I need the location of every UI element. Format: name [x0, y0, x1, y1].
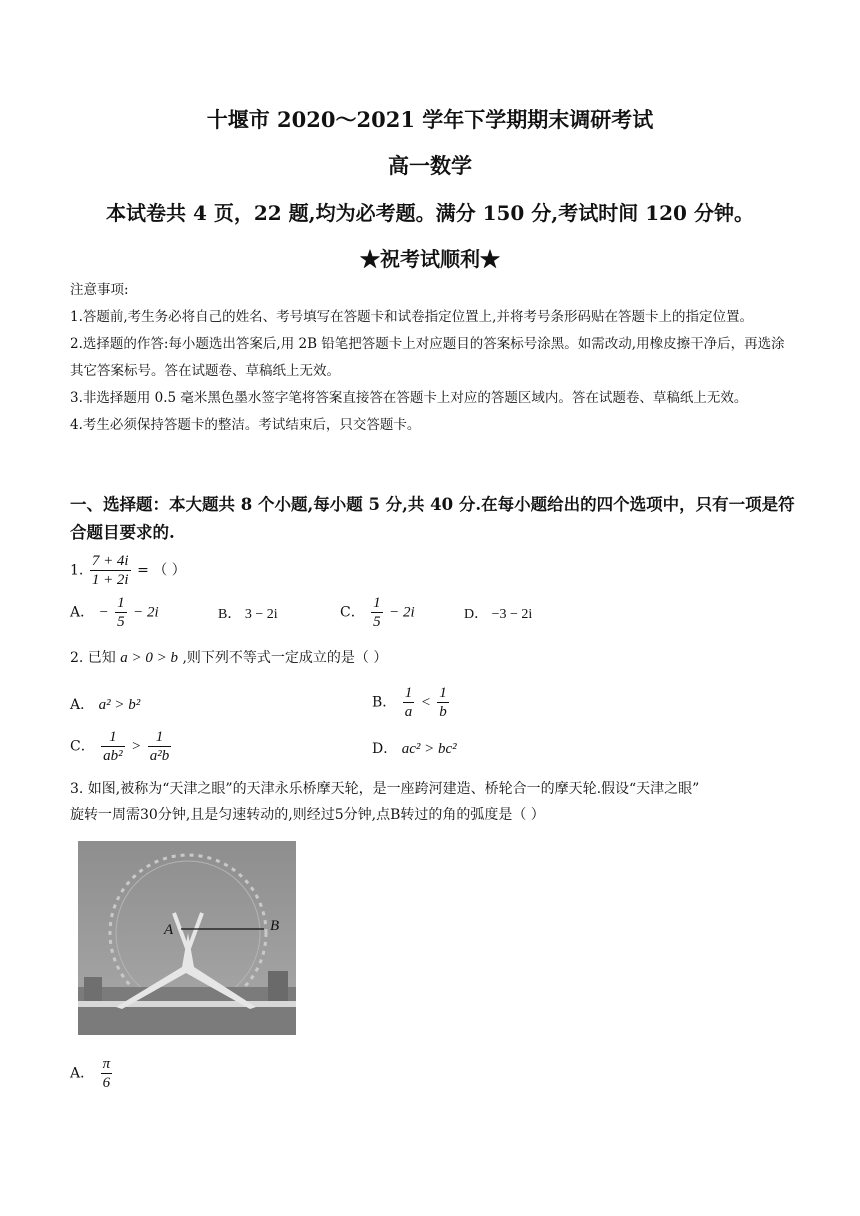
q2-option-b-frac-2: [437, 684, 449, 721]
q1-option-a-tail: − 2i: [133, 604, 159, 621]
question-2-stem-pre: 2. 已知: [70, 650, 116, 666]
q2-option-d: [372, 738, 457, 758]
q2-option-b-den-1: a: [404, 704, 413, 720]
note-item-3: 3.非选择题用 0.5 毫米黑色墨水签字笔将答案直接答在答题卡上对应的答题区域内。答在试题卷、草稿纸上无效。: [70, 390, 748, 406]
bridge-deck: [78, 1001, 296, 1007]
exam-info: 本试卷共 4 页，22 题,均为必考题。满分 150 分,考试时间 120 分钟。: [106, 201, 754, 225]
q2-option-a-label: A．: [70, 697, 95, 713]
q2-option-c-den-1: ab²: [103, 748, 123, 764]
question-1-numerator: 7 + 4i: [91, 553, 129, 569]
q1-option-a-sign: −: [98, 604, 109, 621]
exam-title: 十堰市 2020～2021 学年下学期期末调研考试: [206, 107, 654, 132]
question-3-line-1: 3. 如图,被称为“天津之眼”的天津永乐桥摩天轮，是一座跨河建造、桥轮合一的摩天轮.假设“天津之眼”: [70, 781, 700, 797]
q1-option-a-den: 5: [117, 614, 125, 630]
q2-option-c-den-2: a²b: [149, 748, 170, 764]
question-3: [70, 776, 798, 828]
notes-heading: 注意事项:: [70, 282, 129, 298]
city-skyline: [78, 987, 296, 1035]
point-b-label: B: [270, 918, 280, 934]
q2-option-b-num-1: 1: [404, 685, 413, 701]
q1-option-c: [340, 594, 415, 631]
q2-option-c-op: >: [131, 738, 142, 755]
q1-option-c-tail: − 2i: [389, 604, 415, 621]
note-item-1: 1.答题前,考生务必将自己的姓名、考号填写在答题卡和试卷指定位置上,并将考号条形码贴在答题卡上的指定位置。: [70, 309, 753, 325]
exam-wish: ★祝考试顺利★: [360, 247, 500, 271]
note-item-4: 4.考生必须保持答题卡的整洁。考试结束后，只交答题卡。: [70, 417, 421, 433]
q1-option-c-label: C．: [340, 604, 365, 621]
q3-option-a-label: A．: [70, 1065, 95, 1082]
building-left: [84, 977, 102, 1001]
q1-option-c-den: 5: [373, 614, 381, 630]
q2-option-c-frac-1: [101, 728, 125, 765]
q2-option-a: [70, 694, 140, 714]
q2-option-b-op: <: [420, 694, 431, 711]
q2-option-c-label: C．: [70, 738, 95, 755]
question-1-denominator: 1 + 2i: [91, 572, 129, 588]
question-3-line-2: 旋转一周需30分钟,且是匀速转动的,则经过5分钟,点B转过的角的弧度是（ ）: [70, 807, 545, 823]
q2-option-d-expr: ac² > bc²: [401, 741, 457, 757]
q3-option-a: [70, 1055, 114, 1092]
q1-option-a-label: A．: [70, 604, 95, 621]
q2-option-b: [372, 684, 451, 721]
q2-option-b-frac-1: [403, 684, 415, 721]
q3-option-a-den: 6: [102, 1075, 111, 1091]
ferris-wheel-figure: [78, 841, 296, 1035]
q2-option-b-den-2: b: [439, 704, 447, 720]
q3-option-a-num: π: [102, 1056, 111, 1072]
q1-option-b: B． 3 − 2i: [218, 607, 278, 622]
question-1-tail: = （ ）: [137, 562, 186, 579]
question-1: [70, 552, 186, 589]
q2-option-b-num-2: 1: [439, 685, 447, 701]
notes-block: [70, 277, 798, 439]
building-right: [268, 971, 288, 1001]
q1-option-d: D． −3 − 2i: [464, 607, 533, 622]
q2-option-c-num-2: 1: [148, 728, 172, 747]
question-1-fraction: [90, 552, 131, 589]
point-a-label: A: [164, 922, 174, 938]
note-item-2: 2.选择题的作答:每小题选出答案后,用 2B 铅笔把答题卡上对应题目的答案标号涂黑。如需改动,用橡皮擦干净后，再选涂其它答案标号。答在试题卷、草稿纸上无效。: [70, 336, 785, 379]
q1-option-a-fraction: [115, 594, 127, 631]
q2-option-d-label: D．: [372, 741, 398, 757]
exam-subject: 高一数学: [388, 153, 472, 178]
question-2-stem-post: ,则下列不等式一定成立的是（ ）: [182, 650, 388, 666]
q3-option-a-fraction: [101, 1055, 113, 1092]
q1-option-a-num: 1: [117, 595, 125, 611]
q1-option-c-fraction: [371, 594, 383, 631]
question-2-condition: a > 0 > b: [120, 650, 179, 666]
q2-option-c-num-1: 1: [101, 728, 125, 747]
q2-option-b-label: B．: [372, 694, 397, 711]
question-2: [70, 648, 387, 668]
section-1-heading: 一、选择题：本大题共 8 个小题,每小题 5 分,共 40 分.在每小题给出的四个选项中，只有一项是符合题目要求的.: [70, 495, 795, 542]
q2-option-c-frac-2: [148, 728, 172, 765]
q2-option-c: [70, 728, 173, 765]
q2-option-a-expr: a² > b²: [98, 697, 141, 713]
question-1-number: 1.: [70, 562, 84, 579]
q1-option-c-num: 1: [373, 595, 381, 611]
q1-option-a: [70, 594, 159, 631]
tianjin-eye-photo: [78, 841, 296, 1035]
